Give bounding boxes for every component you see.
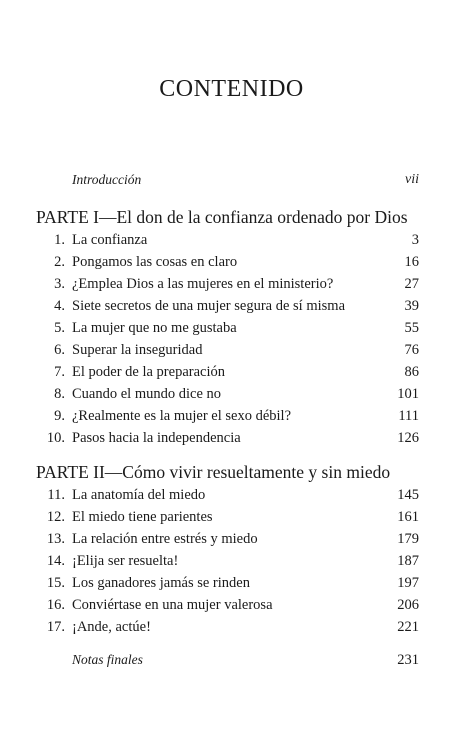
chapter-title: El miedo tiene parientes bbox=[72, 509, 213, 525]
toc-row bbox=[36, 383, 419, 405]
chapter-title: Siete secretos de una mujer segura de sí misma bbox=[72, 298, 346, 314]
chapter-page: 145 bbox=[397, 487, 419, 503]
part-heading: PARTE II—Cómo vivir resueltamente y sin miedo bbox=[36, 462, 391, 482]
toc-notes-page: 231 bbox=[397, 652, 419, 668]
chapter-number: 3. bbox=[54, 276, 65, 292]
part-heading: PARTE I—El don de la confianza ordenado por Dios bbox=[36, 207, 408, 227]
chapter-page: 39 bbox=[404, 298, 419, 314]
toc-row bbox=[36, 550, 419, 572]
toc-row bbox=[36, 427, 419, 449]
toc-row bbox=[36, 229, 419, 251]
chapter-page: 3 bbox=[411, 232, 419, 248]
chapter-page: 206 bbox=[397, 597, 419, 613]
chapter-number: 14. bbox=[46, 553, 65, 569]
toc-row bbox=[36, 295, 419, 317]
toc-row bbox=[36, 273, 419, 295]
chapter-page: 111 bbox=[398, 408, 419, 424]
chapter-number: 9. bbox=[54, 408, 65, 424]
chapter-page: 16 bbox=[404, 254, 419, 270]
chapter-number: 5. bbox=[54, 320, 65, 336]
toc-row bbox=[36, 484, 419, 506]
toc-notes-row bbox=[36, 649, 419, 671]
toc-row bbox=[36, 361, 419, 383]
chapter-title: La mujer que no me gustaba bbox=[72, 320, 237, 336]
chapter-page: 76 bbox=[404, 342, 419, 358]
toc-notes-label: Notas finales bbox=[72, 652, 143, 667]
toc-intro-page: vii bbox=[405, 172, 419, 187]
chapter-page: 27 bbox=[404, 276, 419, 292]
toc-intro-row bbox=[36, 169, 419, 191]
chapter-title: Pongamos las cosas en claro bbox=[72, 254, 238, 270]
chapter-title: ¡Elija ser resuelta! bbox=[72, 553, 179, 569]
chapter-page: 126 bbox=[397, 430, 419, 446]
chapter-number: 1. bbox=[54, 232, 65, 248]
chapter-page: 197 bbox=[397, 575, 419, 591]
chapter-number: 6. bbox=[54, 342, 65, 358]
toc-intro-label: Introducción bbox=[72, 172, 142, 187]
chapter-number: 2. bbox=[54, 254, 65, 270]
chapter-title: La relación entre estrés y miedo bbox=[72, 531, 258, 547]
chapter-page: 221 bbox=[397, 619, 419, 635]
chapter-title: Pasos hacia la independencia bbox=[72, 430, 241, 446]
chapter-title: La confianza bbox=[72, 232, 148, 248]
toc-row bbox=[36, 594, 419, 616]
toc-row bbox=[36, 405, 419, 427]
chapter-title: El poder de la preparación bbox=[72, 364, 225, 380]
chapter-title: ¿Emplea Dios a las mujeres en el ministerio? bbox=[72, 276, 334, 292]
chapter-title: ¡Ande, actúe! bbox=[72, 619, 151, 635]
chapter-number: 11. bbox=[47, 487, 65, 503]
chapter-number: 16. bbox=[46, 597, 65, 613]
chapter-title: Conviértase en una mujer valerosa bbox=[72, 597, 273, 613]
chapter-number: 4. bbox=[54, 298, 65, 314]
page-title: CONTENIDO bbox=[159, 76, 304, 102]
toc-row bbox=[36, 572, 419, 594]
chapter-page: 161 bbox=[397, 509, 419, 525]
chapter-number: 13. bbox=[46, 531, 65, 547]
toc-row bbox=[36, 339, 419, 361]
toc-row bbox=[36, 528, 419, 550]
toc-row bbox=[36, 317, 419, 339]
chapter-title: ¿Realmente es la mujer el sexo débil? bbox=[72, 408, 292, 424]
chapter-number: 10. bbox=[46, 430, 65, 446]
chapter-number: 8. bbox=[54, 386, 65, 402]
chapter-page: 86 bbox=[404, 364, 419, 380]
toc-row bbox=[36, 251, 419, 273]
chapter-page: 101 bbox=[397, 386, 419, 402]
chapter-number: 17. bbox=[46, 619, 65, 635]
chapter-number: 12. bbox=[46, 509, 65, 525]
toc-row bbox=[36, 616, 419, 638]
chapter-title: Los ganadores jamás se rinden bbox=[72, 575, 250, 591]
toc-row bbox=[36, 506, 419, 528]
chapter-title: Superar la inseguridad bbox=[72, 342, 203, 358]
chapter-page: 179 bbox=[397, 531, 419, 547]
chapter-title: Cuando el mundo dice no bbox=[72, 386, 222, 402]
chapter-page: 187 bbox=[397, 553, 419, 569]
chapter-number: 7. bbox=[54, 364, 65, 380]
chapter-title: La anatomía del miedo bbox=[72, 487, 206, 503]
chapter-number: 15. bbox=[46, 575, 65, 591]
chapter-page: 55 bbox=[404, 320, 419, 336]
